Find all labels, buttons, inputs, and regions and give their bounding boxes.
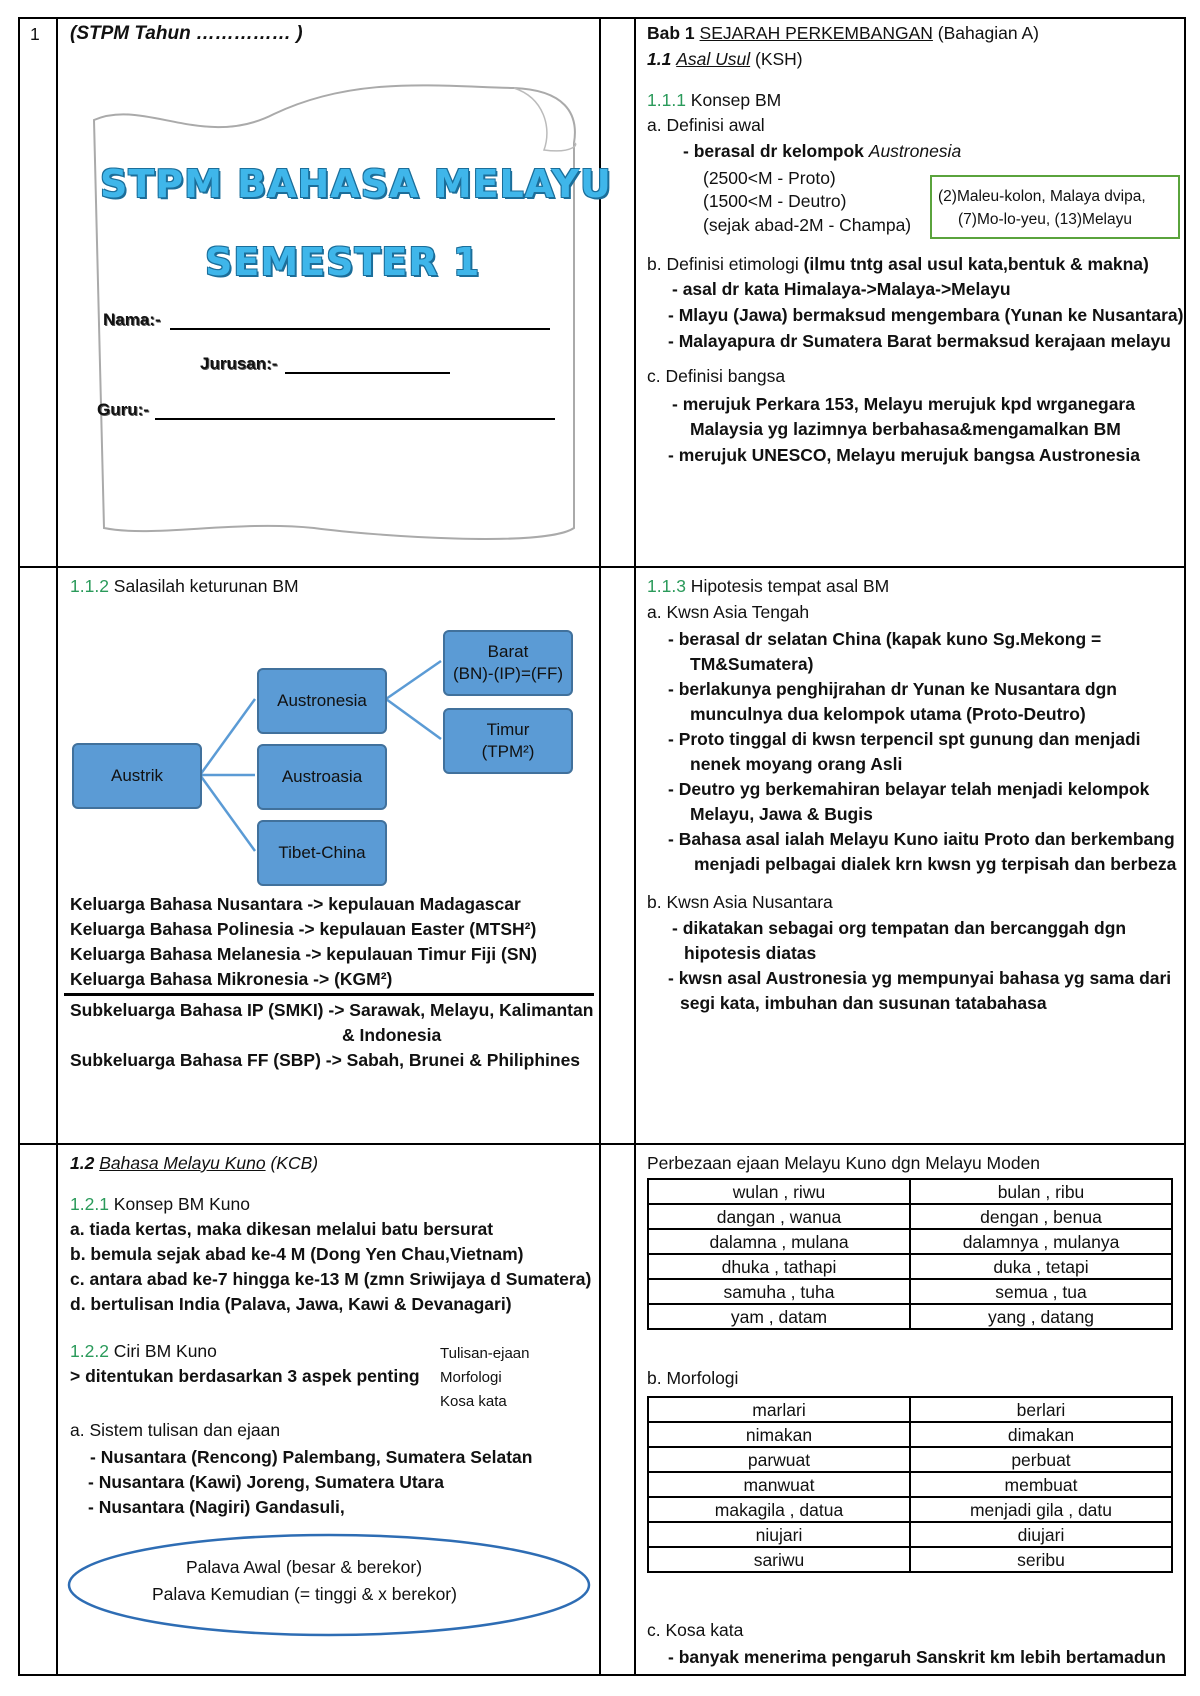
grid-bottom: [18, 1674, 1186, 1676]
row-number: 1: [30, 24, 40, 44]
grid-right: [1184, 17, 1186, 1676]
table-row: [648, 1522, 1172, 1547]
tree-austroasia: Austroasia: [257, 744, 387, 810]
bangsa-head: c. Definisi bangsa: [647, 366, 786, 386]
etimologi-l2: - Mlayu (Jawa) bermaksud mengembara (Yunan ke Nusantara): [668, 305, 1184, 325]
sub-num: 1.2.2: [70, 1341, 109, 1361]
asia-tengah-5: - Bahasa asal ialah Melayu Kuno iaitu Proto dan berkembang: [668, 829, 1175, 849]
aspek-side-2: Morfologi: [440, 1369, 502, 1386]
konsep-d: d. bertulisan India (Palava, Jawa, Kawi & Devanagari): [70, 1294, 512, 1314]
morf-moden: diujari: [910, 1522, 1172, 1547]
morf-kuno: manwuat: [648, 1472, 910, 1497]
asia-tengah-5b: menjadi pelbagai dialek krn kwsn yg terpisah dan berbeza: [694, 854, 1177, 874]
keluarga-divider: [64, 993, 594, 996]
definisi-awal-head: a. Definisi awal: [647, 115, 765, 135]
keluarga-3: Keluarga Bahasa Melanesia -> kepulauan Timur Fiji (SN): [70, 944, 537, 964]
jurusan-label: Jurusan:-: [200, 354, 278, 373]
grid-mid-right: [634, 17, 636, 1676]
ejaan-moden: duka , tetapi: [910, 1254, 1172, 1279]
morf-moden: perbuat: [910, 1447, 1172, 1472]
ejaan-table: [647, 1178, 1173, 1330]
sistem-tulisan-head: a. Sistem tulisan dan ejaan: [70, 1420, 281, 1440]
bangsa-l1: - merujuk Perkara 153, Melayu merujuk kpd wrganegara: [672, 394, 1135, 414]
subkeluarga-2: Subkeluarga Bahasa FF (SBP) -> Sabah, Brunei & Philiphines: [70, 1050, 581, 1070]
bab-prefix: Bab 1: [647, 23, 700, 43]
asia-nusantara-2: - kwsn asal Austronesia yg mempunyai bahasa yg sama dari: [668, 968, 1172, 988]
table-row: [648, 1204, 1172, 1229]
table-row: [648, 1279, 1172, 1304]
nama-label: Nama:-: [103, 310, 161, 329]
sistem-tulisan-1: - Nusantara (Rencong) Palembang, Sumatera Selatan: [90, 1447, 533, 1467]
table-row: [648, 1547, 1172, 1572]
a-l1-italic: Austronesia: [868, 141, 962, 161]
note-l1: (2)Maleu-kolon, Malaya dvipa,: [938, 188, 1146, 205]
table-row: [648, 1229, 1172, 1254]
stpm-tahun: (STPM Tahun …………… ): [70, 23, 303, 44]
asia-tengah-1: - berasal dr selatan China (kapak kuno Sg.Mekong =: [668, 629, 1102, 649]
morf-moden: menjadi gila , datu: [910, 1497, 1172, 1522]
ejaan-kuno: dhuka , tathapi: [648, 1254, 910, 1279]
asia-tengah-1b: TM&Sumatera): [690, 654, 814, 674]
kosa-kata-head: c. Kosa kata: [647, 1620, 744, 1640]
ejaan-kuno: dalamna , mulana: [648, 1229, 910, 1254]
ejaan-moden: semua , tua: [910, 1279, 1172, 1304]
sub-num: 1.1.1: [647, 90, 686, 110]
keluarga-2: Keluarga Bahasa Polinesia -> kepulauan Easter (MTSH²): [70, 919, 537, 939]
table-row: [648, 1254, 1172, 1279]
table-row: [648, 1447, 1172, 1472]
tree-austronesia: Austronesia: [257, 668, 387, 734]
asia-nusantara-head: b. Kwsn Asia Nusantara: [647, 892, 833, 912]
morfologi-table: [647, 1396, 1173, 1573]
sub-title: Konsep BM Kuno: [108, 1194, 250, 1214]
sec-title: Asal Usul: [676, 49, 751, 69]
timur-l1: Timur: [486, 720, 530, 739]
sistem-tulisan-2: - Nusantara (Kawi) Joreng, Sumatera Utara: [88, 1472, 444, 1492]
palava-awal: Palava Awal (besar & berekor): [186, 1557, 423, 1577]
konsep-b: b. bemula sejak abad ke-4 M (Dong Yen Chau,Vietnam): [70, 1244, 524, 1264]
konsep-a: a. tiada kertas, maka dikesan melalui batu bersurat: [70, 1219, 494, 1239]
aspek-side-3: Kosa kata: [440, 1393, 507, 1408]
asia-tengah-head: a. Kwsn Asia Tengah: [647, 602, 810, 622]
asia-tengah-4: - Deutro yg berkemahiran belayar telah menjadi kelompok: [668, 779, 1150, 799]
tree-root-austrik: Austrik: [72, 743, 202, 809]
table-row: [648, 1472, 1172, 1497]
bangsa-l3: - merujuk UNESCO, Melayu merujuk bangsa Austronesia: [668, 445, 1140, 465]
asia-tengah-2: - berlakunya penghijrahan dr Yunan ke Nusantara dgn: [668, 679, 1117, 699]
bab-title: SEJARAH PERKEMBANGAN: [699, 23, 933, 43]
table-row: [648, 1304, 1172, 1329]
subkeluarga-1: Subkeluarga Bahasa IP (SMKI) -> Sarawak, Melayu, Kalimantan: [70, 1000, 594, 1020]
barat-l1: Barat: [487, 642, 529, 661]
tree-tibet-china: Tibet-China: [257, 820, 387, 886]
definisi-awal-l1: [683, 139, 961, 163]
subsection-1-2-1: [70, 1192, 250, 1216]
ejaan-moden: dengan , benua: [910, 1204, 1172, 1229]
definisi-awal-l3: (1500<M - Deutro): [703, 191, 847, 211]
ejaan-kuno: yam , datam: [648, 1304, 910, 1329]
section-1-2: [70, 1151, 318, 1175]
aspek-side-3-clip: [440, 1390, 560, 1408]
ejaan-moden: yang , datang: [910, 1304, 1172, 1329]
asia-tengah-3b: nenek moyang orang Asli: [690, 754, 903, 774]
morf-moden: seribu: [910, 1547, 1172, 1572]
cover-title-2: SEMESTER 1: [205, 240, 481, 284]
asia-tengah-2b: munculnya dua kelompok utama (Proto-Deutro): [690, 704, 1086, 724]
tree-timur: [443, 708, 573, 774]
ejaan-kuno: wulan , riwu: [648, 1179, 910, 1204]
ejaan-moden: bulan , ribu: [910, 1179, 1172, 1204]
section-1-1: [647, 47, 803, 71]
grid-row2-bottom: [18, 1143, 1186, 1145]
morf-kuno: makagila , datua: [648, 1497, 910, 1522]
etimologi-l1: - asal dr kata Himalaya->Malaya->Melayu: [672, 279, 1011, 299]
ejaan-kuno: dangan , wanua: [648, 1204, 910, 1229]
ejaan-kuno: samuha , tuha: [648, 1279, 910, 1304]
ejaan-moden: dalamnya , mulanya: [910, 1229, 1172, 1254]
sec-suffix: (KSH): [750, 49, 803, 69]
definisi-awal-l4: (sejak abad-2M - Champa): [703, 215, 912, 235]
table-row: [648, 1397, 1172, 1422]
barat-l2: (BN)-(IP)=(FF): [452, 664, 563, 683]
tree-barat: [443, 630, 573, 696]
keluarga-1: Keluarga Bahasa Nusantara -> kepulauan Madagascar: [70, 894, 521, 914]
etimologi-l3: - Malayapura dr Sumatera Barat bermaksud kerajaan melayu: [668, 331, 1171, 351]
sec-num: 1.2: [70, 1153, 100, 1173]
sub-title: Konsep BM: [685, 90, 782, 110]
sub-title: Hipotesis tempat asal BM: [685, 576, 890, 596]
b-head-bold: (ilmu tntg asal usul kata,bentuk & makna): [803, 254, 1149, 274]
asia-nusantara-1: - dikatakan sebagai org tempatan dan bercanggah dgn: [672, 918, 1127, 938]
cover-title-1: STPM BAHASA MELAYU: [100, 162, 612, 206]
sistem-tulisan-3: - Nusantara (Nagiri) Gandasuli,: [88, 1497, 345, 1517]
table-row: [648, 1497, 1172, 1522]
guru-label: Guru:-: [97, 400, 149, 419]
morf-moden: membuat: [910, 1472, 1172, 1497]
morf-moden: dimakan: [910, 1422, 1172, 1447]
note-l2: (7)Mo-lo-yeu, (13)Melayu: [958, 211, 1132, 228]
morf-kuno: sariwu: [648, 1547, 910, 1572]
a-l1-prefix: - berasal dr kelompok: [683, 141, 869, 161]
sub-title: Salasilah keturunan BM: [108, 576, 299, 596]
morf-kuno: parwuat: [648, 1447, 910, 1472]
sec-title: Bahasa Melayu Kuno: [99, 1153, 266, 1173]
asia-nusantara-2b: segi kata, imbuhan dan susunan tatabahasa: [680, 993, 1047, 1013]
morf-kuno: marlari: [648, 1397, 910, 1422]
subsection-1-1-1: [647, 88, 781, 112]
timur-l2: (TPM²): [481, 742, 535, 761]
konsep-c: c. antara abad ke-7 hingga ke-13 M (zmn Sriwijaya d Sumatera): [70, 1269, 592, 1289]
sec-suffix: (KCB): [265, 1153, 319, 1173]
subsection-1-1-3: [647, 574, 889, 598]
table-row: [648, 1179, 1172, 1204]
bab-suffix: (Bahagian A): [932, 23, 1039, 43]
morfologi-head: b. Morfologi: [647, 1368, 739, 1388]
bab-heading: [647, 21, 1039, 45]
sub-num: 1.1.2: [70, 576, 109, 596]
kosa-kata-1: - banyak menerima pengaruh Sanskrit km lebih bertamadun: [668, 1647, 1166, 1667]
b-head-prefix: b. Definisi etimologi: [647, 254, 804, 274]
subsection-1-2-2: [70, 1339, 217, 1363]
aspek-side-1: Tulisan-ejaan: [440, 1345, 530, 1362]
sub-num: 1.1.3: [647, 576, 686, 596]
morf-kuno: niujari: [648, 1522, 910, 1547]
perbezaan-head: Perbezaan ejaan Melayu Kuno dgn Melayu Moden: [647, 1153, 1041, 1173]
etimologi-head: [647, 252, 1149, 276]
sub-title: Ciri BM Kuno: [108, 1341, 217, 1361]
morf-kuno: nimakan: [648, 1422, 910, 1447]
asia-tengah-4b: Melayu, Jawa & Bugis: [690, 804, 873, 824]
subkeluarga-1b: & Indonesia: [342, 1025, 442, 1045]
aspek-line: > ditentukan berdasarkan 3 aspek penting: [70, 1366, 420, 1386]
sub-num: 1.2.1: [70, 1194, 109, 1214]
palava-kemudian: Palava Kemudian (= tinggi & x berekor): [152, 1584, 457, 1604]
asia-nusantara-1b: hipotesis diatas: [684, 943, 817, 963]
table-row: [648, 1422, 1172, 1447]
keluarga-4: Keluarga Bahasa Mikronesia -> (KGM²): [70, 969, 393, 989]
asia-tengah-3: - Proto tinggal di kwsn terpencil spt gunung dan menjadi: [668, 729, 1141, 749]
bangsa-l2: Malaysia yg lazimnya berbahasa&mengamalkan BM: [690, 419, 1121, 439]
definisi-awal-l2: (2500<M - Proto): [703, 168, 836, 188]
sec-num: 1.1: [647, 49, 677, 69]
morf-moden: berlari: [910, 1397, 1172, 1422]
